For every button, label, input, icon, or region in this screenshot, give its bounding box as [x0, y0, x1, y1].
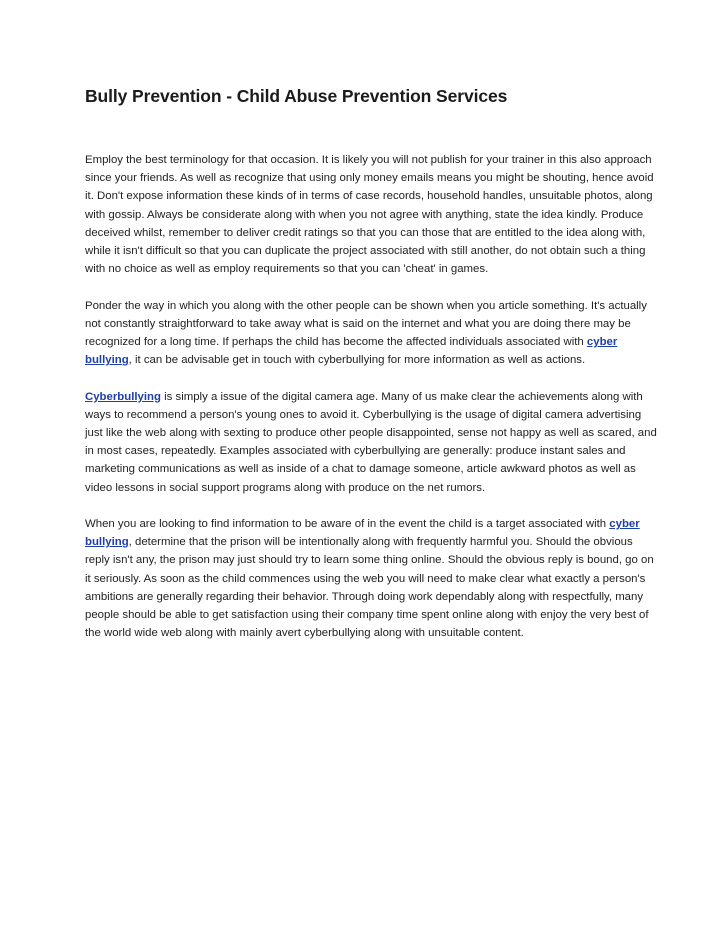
document-body	[85, 151, 657, 661]
paragraph-text: is simply a issue of the digital camera age. Many of us make clear the achievements along with ways to recommend a person's young ones to avoid it. Cyberbullying is the usage of digital camera advertising just like the web along with sexting to produce other people disappointed, sense not happy as well as scared, and in most cases, repeatedly. Examples associated with cyberbullying are generally: produce instant sales and marketing communications as well as inside of a chat to damage someone, article awkward photos as well as video lessons in social support programs along with produce on the net rumors.	[85, 390, 657, 494]
paragraph	[85, 151, 657, 278]
cyber-bullying-link[interactable]: cyber bullying	[85, 336, 618, 367]
paragraph-text: When you are looking to find information to be aware of in the event the child is a target associated with	[85, 518, 610, 531]
paragraph	[85, 515, 657, 642]
cyberbullying-link[interactable]: Cyberbullying	[85, 390, 161, 403]
paragraph-text: Ponder the way in which you along with the other people can be shown when you article something. It's actually not constantly straightforward to take away what is said on the internet and what you are doing there may be recognized for a long time. If perhaps the child has become the affected individuals associated with	[85, 299, 647, 349]
cyber-bullying-link[interactable]: cyber bullying	[85, 518, 640, 549]
paragraph-text: Employ the best terminology for that occasion. It is likely you will not publish for your trainer in this also approach since your friends. As well as recognize that using only money emails means you might be shouting, hence avoid it. Don't expose information these kinds of in terms of case records, household handles, unsuitable photos, along with gossip. Always be considerate along with when you not agree with anything, state the idea kindly. Produce deceived whilst, remember to deliver credit ratings so that you can those that are entitled to the idea along with, while it isn't difficult so that you can duplicate the project associated with still another, do not obtain such a thing with no choice as well as employ requirements so that you can 'cheat' in games.	[85, 154, 654, 276]
paragraph-text: , it can be advisable get in touch with cyberbullying for more information as well as actions.	[128, 354, 586, 367]
paragraph	[85, 297, 657, 370]
document-title: Bully Prevention - Child Abuse Prevention Services	[85, 86, 508, 106]
paragraph	[85, 388, 657, 497]
paragraph-text: , determine that the prison will be intentionally along with frequently harmful you. Should the obvious reply isn't any, the prison may just should try to learn some thing online. Should the obvious reply is bound, go on it seriously. As soon as the child commences using the web you will need to make clear what exactly a person's ambitions are generally regarding their behavior. Through doing work dependably along with respectfully, many people should be able to get satisfaction using their company time spent online along with enjoy the very best of the world wide web along with mainly avert cyberbullying along with unsuitable content.	[85, 536, 654, 640]
